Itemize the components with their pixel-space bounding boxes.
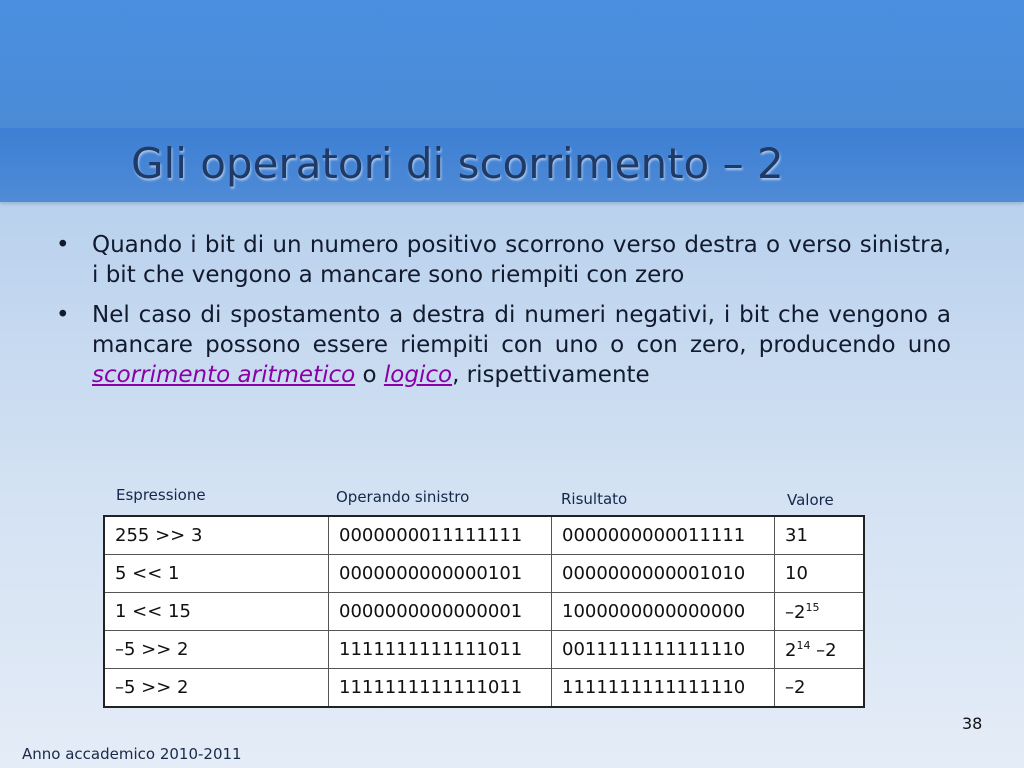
cell-expression: 255 >> 3 bbox=[104, 516, 329, 555]
bullet-item bbox=[56, 230, 951, 290]
cell-operand: 0000000000000101 bbox=[329, 555, 552, 593]
column-label-expression: Espressione bbox=[116, 486, 206, 504]
cell-expression: 1 << 15 bbox=[104, 593, 329, 631]
value-tail: –2 bbox=[810, 639, 837, 661]
footer-text: Anno accademico 2010-2011 bbox=[22, 745, 242, 763]
table-row bbox=[104, 555, 864, 593]
bullet-text: Nel caso di spostamento a destra di numeri negativi, i bit che vengono a mancare possono essere riempiti con uno o con zero, producendo uno bbox=[92, 302, 951, 358]
bullet-text: Quando i bit di un numero positivo scorrono verso destra o verso sinistra, i bit che vengono a mancare sono riempiti con zero bbox=[92, 232, 951, 288]
cell-result: 1000000000000000 bbox=[552, 593, 775, 631]
shift-table bbox=[103, 515, 865, 708]
column-label-value: Valore bbox=[787, 491, 834, 509]
cell-value bbox=[775, 631, 865, 669]
cell-value: 31 bbox=[775, 516, 865, 555]
value-exponent: 15 bbox=[805, 600, 820, 614]
value-base: –2 bbox=[785, 601, 806, 623]
page-number: 38 bbox=[962, 714, 983, 733]
cell-value bbox=[775, 593, 865, 631]
header-band bbox=[0, 0, 1024, 128]
bullet-dot: • bbox=[56, 302, 70, 328]
cell-operand: 0000000011111111 bbox=[329, 516, 552, 555]
bullet-dot: • bbox=[56, 232, 70, 258]
term-logical-shift[interactable]: logico bbox=[383, 362, 453, 388]
cell-value: 10 bbox=[775, 555, 865, 593]
cell-result: 0000000000001010 bbox=[552, 555, 775, 593]
table-row bbox=[104, 593, 864, 631]
column-label-operand: Operando sinistro bbox=[336, 488, 470, 506]
value-exponent: 14 bbox=[796, 638, 811, 652]
cell-operand: 0000000000000001 bbox=[329, 593, 552, 631]
table-row bbox=[104, 516, 864, 555]
column-label-result: Risultato bbox=[561, 490, 628, 508]
cell-operand: 1111111111111011 bbox=[329, 669, 552, 708]
cell-expression: 5 << 1 bbox=[104, 555, 329, 593]
term-arithmetic-shift[interactable]: scorrimento aritmetico bbox=[92, 362, 356, 388]
cell-expression: –5 >> 2 bbox=[104, 669, 329, 708]
cell-operand: 1111111111111011 bbox=[329, 631, 552, 669]
bullet-list bbox=[56, 230, 951, 400]
bullet-item bbox=[56, 300, 951, 390]
slide-title: Gli operatori di scorrimento – 2 bbox=[131, 139, 784, 188]
cell-value: –2 bbox=[775, 669, 865, 708]
bullet-text: , rispettivamente bbox=[452, 362, 650, 388]
cell-expression: –5 >> 2 bbox=[104, 631, 329, 669]
cell-result: 0011111111111110 bbox=[552, 631, 775, 669]
table-row bbox=[104, 631, 864, 669]
cell-result: 0000000000011111 bbox=[552, 516, 775, 555]
value-base: 2 bbox=[785, 639, 797, 661]
bullet-text: o bbox=[355, 362, 384, 388]
cell-result: 1111111111111110 bbox=[552, 669, 775, 708]
table-row bbox=[104, 669, 864, 708]
